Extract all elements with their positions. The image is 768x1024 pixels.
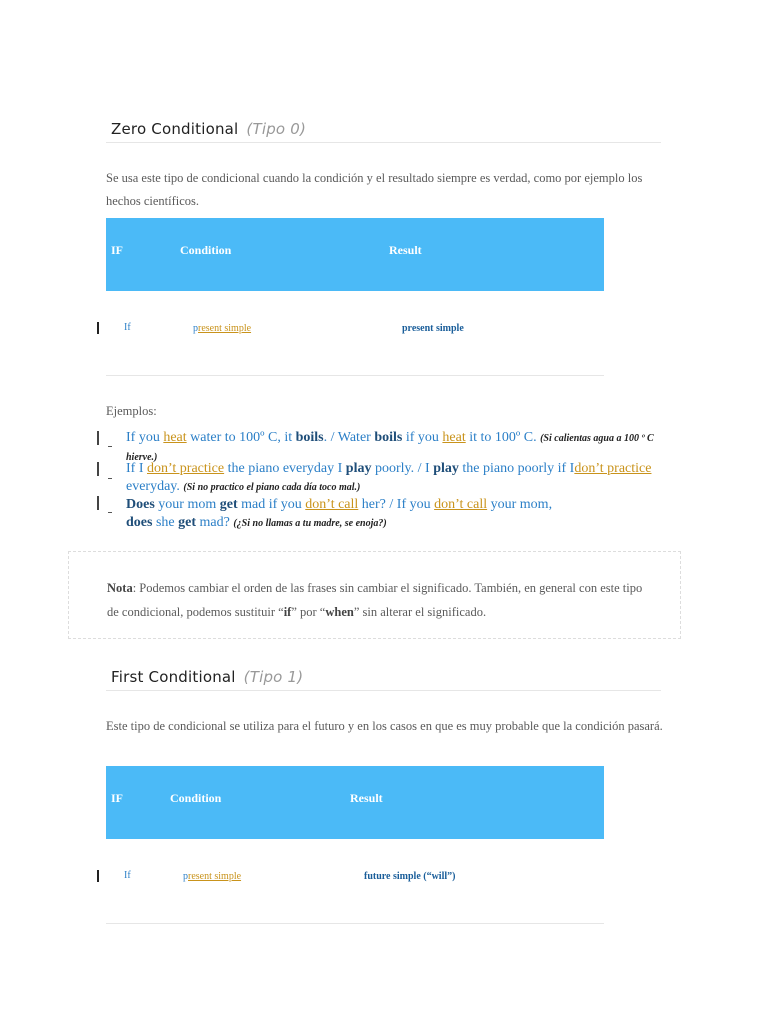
first-tipo: (Tipo 1) bbox=[243, 668, 304, 686]
zero-row-result: present simple bbox=[402, 323, 464, 334]
example-3: Does your mom get mad if you don’t call her? / If you don’t call your mom, does she get mad? (¿Si no llamas a tu madre, se enoja?) bbox=[126, 497, 553, 530]
col-condition: Condition bbox=[180, 243, 232, 257]
zero-title: Zero Conditional bbox=[111, 120, 239, 138]
heading-divider bbox=[106, 142, 661, 143]
text-cursor-marker bbox=[97, 870, 99, 882]
zero-description: Se usa este tipo de condicional cuando la condición y el resultado siempre es verdad, como por ejemplo los hechos científicos. bbox=[106, 171, 643, 208]
note-text: Nota: Podemos cambiar el orden de las frases sin cambiar el significado. También, en general con este tipo de condicional, podemos sustituir “if” por “when” sin alterar el significado. bbox=[107, 581, 643, 619]
bullet-dash bbox=[108, 446, 112, 447]
zero-row-condition[interactable]: present simple bbox=[193, 323, 252, 334]
text-cursor-marker bbox=[97, 322, 99, 334]
col-result: Result bbox=[389, 243, 422, 257]
col-condition: Condition bbox=[170, 791, 222, 805]
example-1: If you heat water to 100º C, it boils. / Water boils if you heat it to 100º C. (Si calientas agua a 100 º C hierve.) bbox=[126, 430, 654, 463]
zero-table-header bbox=[106, 218, 604, 291]
note-box bbox=[68, 551, 681, 639]
col-if: IF bbox=[111, 791, 123, 805]
zero-row-if: If bbox=[124, 322, 131, 333]
heading-divider bbox=[106, 690, 661, 691]
example-marker bbox=[97, 496, 99, 510]
first-row-result: future simple (“will”) bbox=[364, 871, 456, 882]
first-row-condition[interactable]: present simple bbox=[183, 871, 242, 882]
zero-tipo: (Tipo 0) bbox=[246, 120, 307, 138]
bullet-dash bbox=[108, 478, 112, 479]
col-result: Result bbox=[350, 791, 383, 805]
col-if: IF bbox=[111, 243, 123, 257]
first-conditional-heading bbox=[111, 668, 303, 686]
first-description: Este tipo de condicional se utiliza para el futuro y en los casos en que es muy probable que la condición pasará. bbox=[106, 719, 663, 733]
first-title: First Conditional bbox=[111, 668, 236, 686]
example-marker bbox=[97, 462, 99, 476]
example-marker bbox=[97, 431, 99, 445]
example-2: If I don’t practice the piano everyday I play poorly. / I play the piano poorly if Idon’t practice everyday. (Si no practico el piano cada día toco mal.) bbox=[126, 461, 652, 494]
first-row-if: If bbox=[124, 870, 131, 881]
table-bottom-rule bbox=[106, 375, 604, 376]
zero-conditional-heading bbox=[111, 120, 306, 138]
examples-label: Ejemplos: bbox=[106, 404, 157, 418]
bullet-dash bbox=[108, 512, 112, 513]
first-table-header bbox=[106, 766, 604, 839]
table-bottom-rule bbox=[106, 923, 604, 924]
